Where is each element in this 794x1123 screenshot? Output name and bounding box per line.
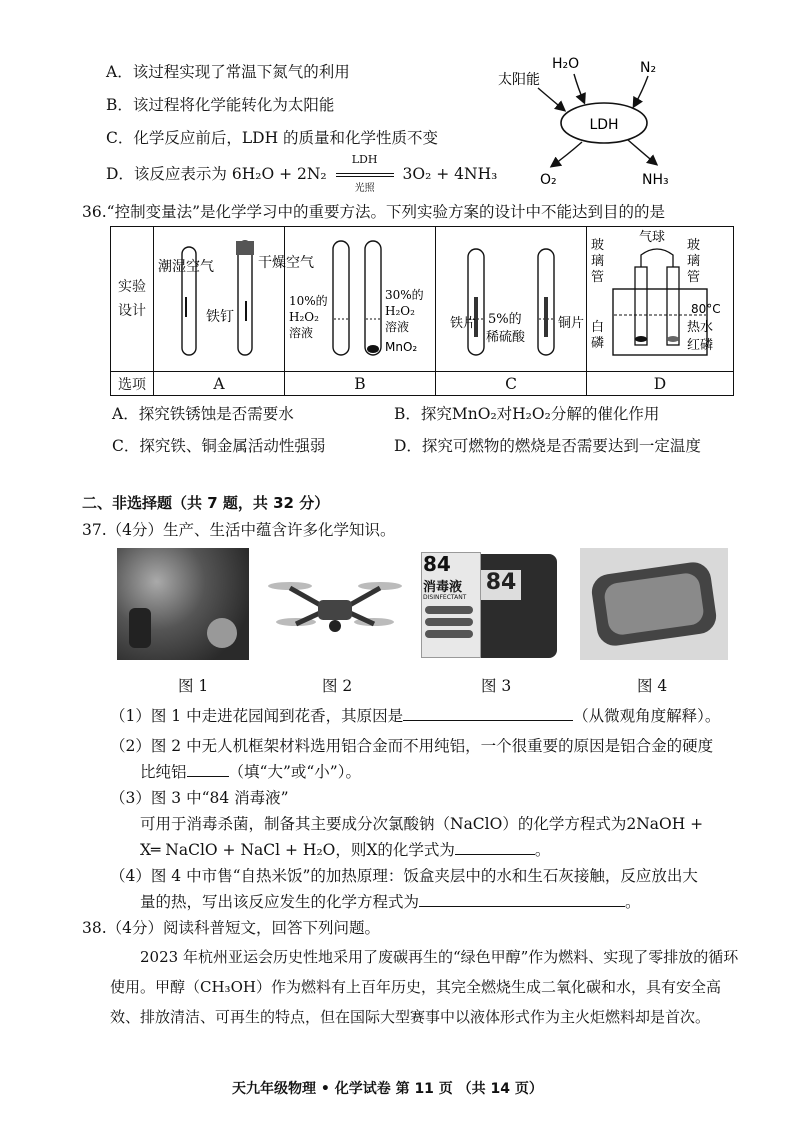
row-label-design: 实验 设计: [111, 227, 154, 372]
q35-option-d: D．该反应表示为 6H₂O + 2N₂ LDH 光照 3O₂ + 4NH₃: [106, 153, 498, 194]
caption-fig4: 图 4: [637, 677, 668, 695]
svg-text:5%的: 5%的: [488, 312, 522, 327]
q37-part3-line3: X═ NaClO + NaCl + H₂O，则X的化学式为 。: [140, 841, 551, 859]
page-footer: 天九年级物理 • 化学试卷 第 11 页 （共 14 页）: [232, 1081, 543, 1097]
q37-part2-cont: 比纯铝 （填“大”或“小”）。: [140, 763, 361, 781]
svg-text:30%的: 30%的: [385, 288, 424, 302]
svg-text:热水: 热水: [687, 320, 714, 335]
q36-option-b: B．探究MnO₂对H₂O₂分解的催化作用: [394, 405, 660, 423]
photo-drone: [262, 548, 408, 660]
q37-part4: （4）图 4 中市售“自热米饭”的加热原理：饭盒夹层中的水和生石灰接触，反应放出大: [110, 867, 698, 885]
svg-text:气球: 气球: [639, 230, 666, 245]
svg-text:MnO₂: MnO₂: [385, 340, 418, 354]
svg-text:红磷: 红磷: [687, 338, 714, 353]
brand-number: 84: [423, 552, 451, 576]
photo-garden: [117, 548, 249, 660]
photo-84-disinfectant: 84 84 消毒液 DISINFECTANT: [419, 548, 565, 660]
q37-stem: 37.（4分）生产、生活中蕴含许多化学知识。: [82, 521, 396, 539]
q36-experiment-table: [110, 226, 734, 396]
sun-label: 太阳能: [498, 72, 540, 88]
h2o-label: H₂O: [552, 56, 580, 72]
svg-text:溶液: 溶液: [289, 326, 314, 340]
q36-option-a: A．探究铁锈蚀是否需要水: [112, 405, 294, 423]
exp-c-cell: [436, 227, 587, 372]
exp-b-diagram: [285, 227, 435, 367]
q35-option-c: C．化学反应前后，LDH 的质量和化学性质不变: [106, 129, 439, 147]
caption-fig2: 图 2: [322, 677, 353, 695]
label-humid-air: 潮湿空气: [158, 259, 214, 275]
q37-part3: （3）图 3 中“84 消毒液”: [110, 789, 289, 807]
caption-fig3: 图 3: [481, 677, 512, 695]
q35-option-a: A．该过程实现了常温下氮气的利用: [106, 63, 350, 81]
svg-text:80°C: 80°C: [691, 302, 721, 316]
svg-text:H₂O₂: H₂O₂: [385, 304, 415, 318]
exp-d-diagram: [587, 227, 733, 367]
q36-option-c: C．探究铁、铜金属活动性强弱: [112, 437, 326, 455]
q37-part2: （2）图 2 中无人机框架材料选用铝合金而不用纯铝，一个很重要的原因是铝合金的硬度: [110, 737, 714, 755]
svg-text:H₂O₂: H₂O₂: [289, 310, 319, 324]
svg-text:白磷: 白磷: [591, 320, 605, 351]
answer-blank-3[interactable]: [455, 840, 535, 855]
q38-passage: 2023 年杭州亚运会历史性地采用了废碳再生的“绿色甲醇”作为燃料、实现了零排放的循环使用。甲醇（CH₃OH）作为燃料有上百年历史，其完全燃烧生成二氧化碳和水，具有安全高效、排放清洁、可再生的特点，但在国际大型赛事中以液体形式作为主火炬燃料却是首次。: [110, 948, 739, 1026]
o2-label: O₂: [540, 172, 557, 188]
col-a: A: [154, 372, 285, 396]
q36-option-d: D．探究可燃物的燃烧是否需要达到一定温度: [394, 437, 701, 455]
svg-text:10%的: 10%的: [289, 294, 328, 308]
n2-label: N₂: [640, 60, 657, 76]
answer-blank-2[interactable]: [187, 762, 229, 777]
condition-light: 光照: [354, 183, 375, 194]
label-dry-air: 干燥空气: [258, 255, 314, 271]
caption-fig1: 图 1: [178, 677, 209, 695]
q37-part4-line2: 量的热，写出该反应发生的化学方程式为 。: [140, 893, 641, 911]
brand-label: 消毒液: [423, 580, 463, 595]
condition-catalyst: LDH: [351, 153, 378, 166]
exp-d-cell: [587, 227, 734, 372]
q38-stem: 38.（4分）阅读科普短文，回答下列问题。: [82, 919, 381, 937]
svg-text:稀硫酸: 稀硫酸: [486, 330, 526, 345]
photo-self-heating-rice: [580, 548, 728, 660]
mno2-powder: [367, 345, 379, 353]
svg-text:铜片: 铜片: [558, 316, 585, 331]
col-c: C: [436, 372, 587, 396]
exp-b-cell: [285, 227, 436, 372]
svg-text:玻璃管: 玻璃管: [591, 238, 605, 285]
ldh-label: LDH: [589, 117, 619, 133]
ldh-cycle-diagram: [490, 52, 690, 192]
row-label-options: 选项: [111, 372, 154, 396]
answer-blank-4[interactable]: [419, 892, 625, 907]
exp-c-diagram: [436, 227, 586, 367]
tube-stopper: [236, 241, 254, 255]
label-nail: 铁钉: [206, 309, 234, 325]
q37-part3-line2: 可用于消毒杀菌，制备其主要成分次氯酸钠（NaClO）的化学方程式为2NaOH +: [140, 815, 704, 833]
q37-part1: （1）图 1 中走进花园闻到花香，其原因是 （从微观角度解释）。: [110, 707, 721, 725]
answer-blank-1[interactable]: [403, 706, 573, 721]
col-d: D: [587, 372, 734, 396]
q35-option-b: B．该过程将化学能转化为太阳能: [106, 96, 335, 114]
nh3-label: NH₃: [642, 172, 669, 188]
svg-text:铁片: 铁片: [450, 316, 477, 331]
reaction-condition-arrow: [332, 153, 398, 194]
svg-text:玻璃管: 玻璃管: [687, 238, 701, 285]
svg-text:溶液: 溶液: [385, 320, 410, 334]
section-heading: 二、非选择题（共 7 题，共 32 分）: [82, 494, 330, 512]
q36-stem: 36.“控制变量法”是化学学习中的重要方法。下列实验方案的设计中不能达到目的的是: [82, 203, 666, 221]
col-b: B: [285, 372, 436, 396]
